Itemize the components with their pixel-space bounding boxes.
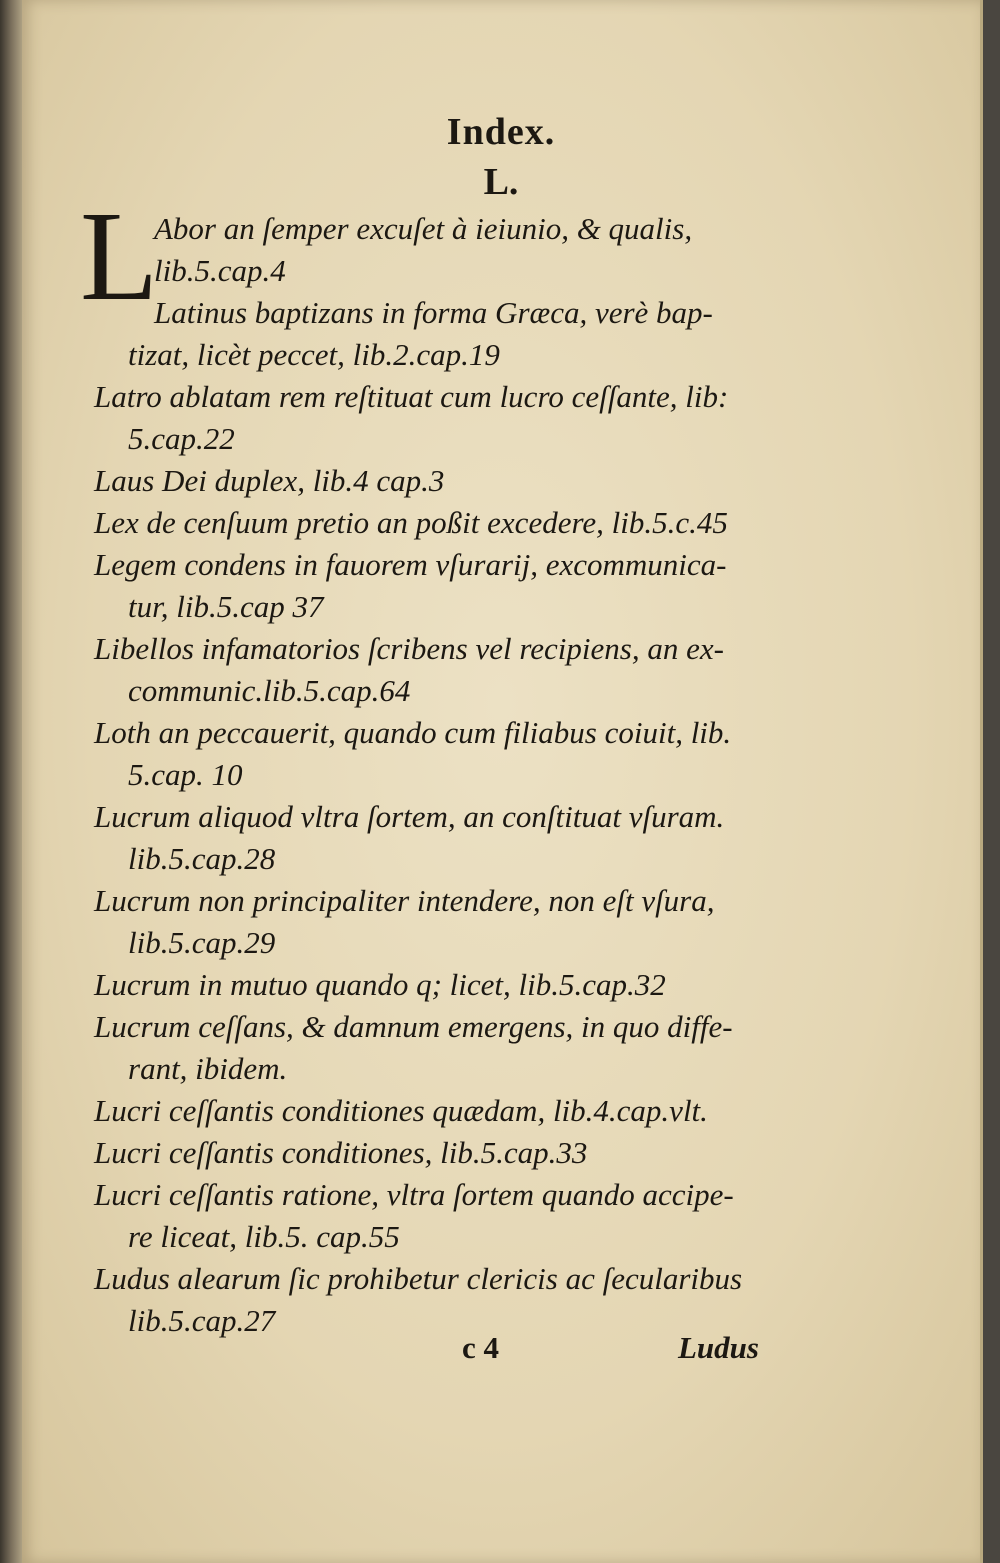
index-line: Lucrum aliquod vltra ſortem, an conſtituat vſuram.	[94, 799, 725, 834]
index-line: tizat, licèt peccet, lib.2.cap.19	[128, 337, 500, 372]
catchword: Ludus	[678, 1330, 759, 1365]
index-line: re liceat, lib.5. cap.55	[128, 1219, 400, 1254]
index-line: 5.cap. 10	[128, 757, 243, 792]
signature-mark: c 4	[462, 1330, 500, 1365]
section-letter: L.	[483, 161, 519, 203]
index-line: Ludus alearum ſic prohibetur clericis ac ſecularibus	[94, 1261, 743, 1296]
index-line: Loth an peccauerit, quando cum filiabus coiuit, lib.	[94, 715, 732, 750]
index-line: communic.lib.5.cap.64	[128, 673, 411, 708]
decorative-initial: L	[80, 185, 159, 327]
index-line: Laus Dei duplex, lib.4 cap.3	[94, 463, 445, 498]
index-line: lib.5.cap.27	[128, 1303, 276, 1338]
index-line: Lex de cenſuum pretio an poßit excedere, lib.5.c.45	[94, 505, 728, 540]
index-entries	[94, 208, 794, 1342]
index-line: tur, lib.5.cap 37	[128, 589, 324, 624]
index-line: Lucri ceſſantis conditiones quædam, lib.4.cap.vlt.	[94, 1093, 708, 1128]
index-line: Latro ablatam rem reſtituat cum lucro ceſſante, lib:	[94, 379, 729, 414]
index-line: lib.5.cap.28	[128, 841, 276, 876]
index-line: Lucri ceſſantis ratione, vltra ſortem quando accipe-	[94, 1177, 734, 1212]
index-line: Latinus baptizans in forma Græca, verè bap-	[154, 295, 713, 330]
page-footer	[22, 1330, 980, 1370]
index-line: rant, ibidem.	[128, 1051, 288, 1086]
index-line: lib.5.cap.29	[128, 925, 276, 960]
index-line: lib.5.cap.4	[154, 253, 286, 288]
book-leaf	[22, 0, 983, 1563]
index-line: Libellos infamatorios ſcribens vel recipiens, an ex-	[94, 631, 724, 666]
running-head: Index.	[446, 111, 556, 153]
index-line: 5.cap.22	[128, 421, 235, 456]
index-line: Lucrum ceſſans, & damnum emergens, in quo diffe-	[94, 1009, 733, 1044]
index-line: Abor an ſemper excuſet à ieiunio, & qualis,	[154, 211, 693, 246]
index-line: Lucrum non principaliter intendere, non eſt vſura,	[94, 883, 715, 918]
index-line: Lucri ceſſantis conditiones, lib.5.cap.33	[94, 1135, 588, 1170]
index-line: Legem condens in fauorem vſurarij, excommunica-	[94, 547, 727, 582]
index-line: Lucrum in mutuo quando q; licet, lib.5.cap.32	[94, 967, 666, 1002]
